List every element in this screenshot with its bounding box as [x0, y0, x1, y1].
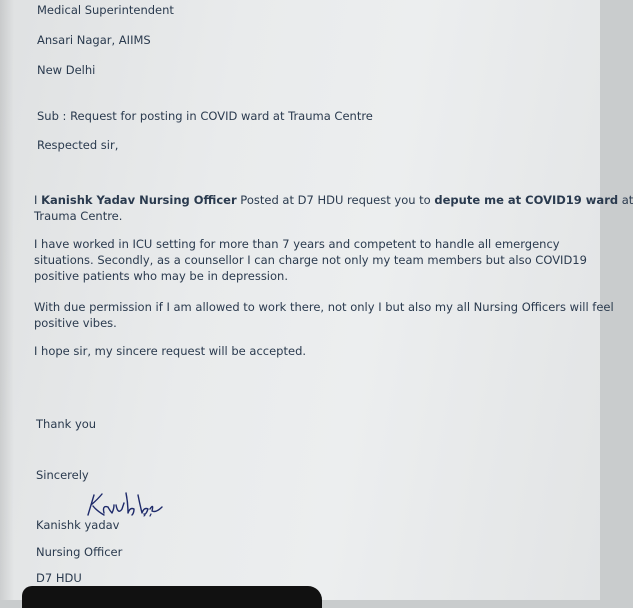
- sincerely: Sincerely: [36, 468, 89, 482]
- paragraph-1-line-1: [34, 193, 633, 207]
- handwritten-signature: [84, 489, 164, 519]
- paragraph-3-line-1: With due permission if I am allowed to work there, not only I but also my all Nursing Officers will feel: [34, 300, 614, 314]
- signer-name: Kanishk yadav: [36, 518, 120, 532]
- paragraph-2-line-3: positive patients who may be in depression.: [34, 269, 288, 283]
- p1-text-a: I: [34, 193, 42, 207]
- paragraph-1-line-2: Trauma Centre.: [34, 209, 123, 223]
- p1-text-c: at: [618, 193, 633, 207]
- p1-writer-name: Kanishk Yadav Nursing Officer: [41, 193, 237, 207]
- recipient-line-2: Ansari Nagar, AIIMS: [37, 33, 151, 47]
- thank-you: Thank you: [36, 417, 97, 431]
- page-shadow: [0, 0, 14, 600]
- paragraph-2-line-2: situations. Secondly, as a counsellor I can charge not only my team members but also COVID19: [34, 253, 587, 267]
- recipient-line-3: New Delhi: [37, 63, 96, 77]
- p1-request: depute me at COVID19 ward: [434, 193, 619, 207]
- paragraph-4-line-1: I hope sir, my sincere request will be accepted.: [34, 344, 307, 358]
- subject-line: Sub : Request for posting in COVID ward at Trauma Centre: [37, 109, 373, 123]
- p1-text-b: Posted at D7 HDU request you to: [236, 193, 435, 207]
- recipient-line-1: Medical Superintendent: [37, 3, 174, 17]
- redaction-bar: [22, 586, 322, 608]
- salutation: Respected sir,: [37, 138, 119, 152]
- paragraph-2-line-1: I have worked in ICU setting for more than 7 years and competent to handle all emergency: [34, 237, 560, 251]
- signer-unit: D7 HDU: [36, 571, 82, 585]
- paragraph-3-line-2: positive vibes.: [34, 316, 117, 330]
- signer-title: Nursing Officer: [36, 545, 123, 559]
